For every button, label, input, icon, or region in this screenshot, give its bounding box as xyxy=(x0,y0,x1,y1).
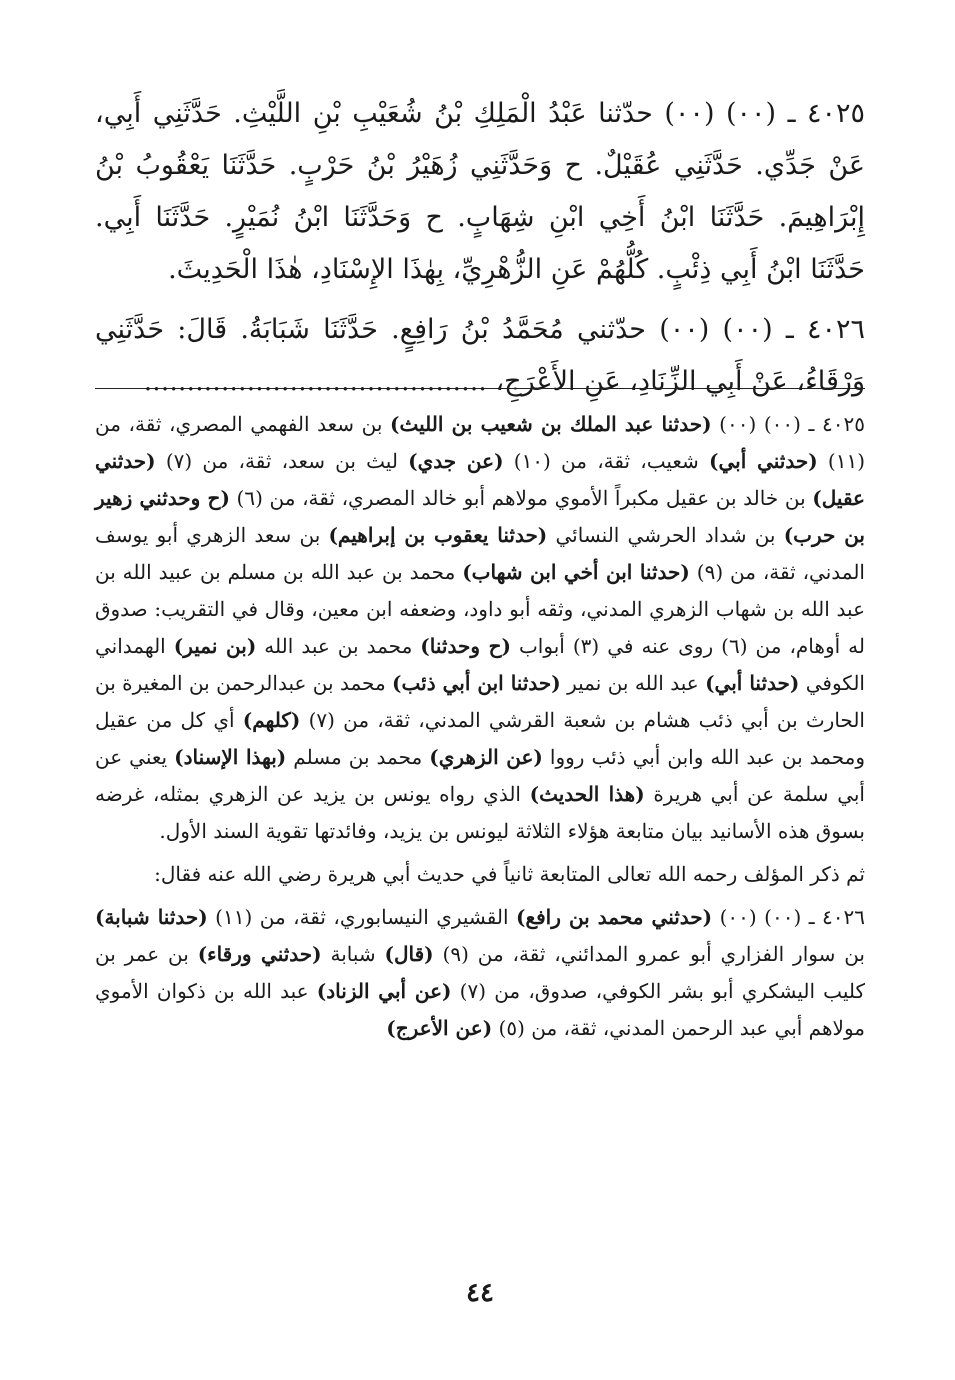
hadith-4025: ٤٠٢٥ ـ (٠٠) (٠٠) حدّثنا عَبْدُ الْمَلِكِ بْنُ شُعَيْبِ بْنِ اللَّيْثِ. حَدَّثَنِي أَبِي، عَنْ جَدِّي. حَدَّثَنِي عُقَيْلٌ. ح وَحَدَّثَنِي زُهَيْرُ بْنُ حَرْبٍ. حَدَّثَنَا يَعْقُوبُ بْنُ إِبْرَاهِيمَ. حَدَّثَنَا ابْنُ أَخِي ابْنِ شِهَابٍ. ح وَحَدَّثَنَا ابْنُ نُمَيْرٍ. حَدَّثَنَا أَبِي. حَدَّثَنَا ابْنُ أَبِي ذِئْبٍ. كُلُّهُمْ عَنِ الزُّهْرِيِّ، بِهٰذَا الإِسْنَادِ، هٰذَا الْحَدِيثَ. xyxy=(95,98,866,285)
page-number: ٤٤ xyxy=(466,1278,494,1308)
hadith-4026: ٤٠٢٦ ـ (٠٠) (٠٠) حدّثني مُحَمَّدُ بْنُ رَافِعٍ. حَدَّثَنَا شَبَابَةُ. قَالَ: حَدَّثَنِي وَرْقَاءُ، عَنْ أَبِي الزِّنَادِ، عَنِ الأَعْرَجِ، ........................................ xyxy=(95,314,866,397)
commentary-4026: ٤٠٢٦ ـ (٠٠) (٠٠) (حدثني محمد بن رافع) القشيري النيسابوري، ثقة، من (١١) (حدثنا شبابة) بن سوار الفزاري أبو عمرو المدائني، ثقة، من (٩) (قال) شبابة (حدثني ورقاء) بن عمر بن كليب اليشكري أبو بشر الكوفي، صدوق، من (٧) (عن أبي الزناد) عبد الله بن ذكوان الأموي مولاهم أبي عبد الرحمن المدني، ثقة، من (٥) (عن الأعرج) xyxy=(95,905,865,1040)
hadith-text-block xyxy=(95,88,865,408)
commentary-4025: ٤٠٢٥ ـ (٠٠) (٠٠) (حدثنا عبد الملك بن شعيب بن الليث) بن سعد الفهمي المصري، ثقة، من (١١) (حدثني أبي) شعيب، ثقة، من (١٠) (عن جدي) ليث بن سعد، ثقة، من (٧) (حدثني عقيل) بن خالد بن عقيل مكبراً الأموي مولاهم أبو خالد المصري، ثقة، من (٦) (ح وحدثني زهير بن حرب) بن شداد الحرشي النسائي (حدثنا يعقوب بن إبراهيم) بن سعد الزهري أبو يوسف المدني، ثقة، من (٩) (حدثنا ابن أخي ابن شهاب) محمد بن عبد الله بن مسلم بن عبيد الله بن عبد الله بن شهاب الزهري المدني، وثقه أبو داود، وضعفه ابن معين، وقال في التقريب: صدوق له أوهام، من (٦) روى عنه في (٣) أبواب (ح وحدثنا) محمد بن عبد الله (بن نمير) الهمداني الكوفي (حدثنا أبي) عبد الله بن نمير (حدثنا ابن أبي ذئب) محمد بن عبدالرحمن بن المغيرة بن الحارث بن أبي ذئب هشام بن شعبة القرشي المدني، ثقة، من (٧) (كلهم) أي كل من عقيل ومحمد بن عبد الله وابن أبي ذئب رووا (عن الزهري) محمد بن مسلم (بهذا الإسناد) يعني عن أبي سلمة عن أبي هريرة (هذا الحديث) الذي رواه يونس بن يزيد عن الزهري بمثله، غرضه بسوق هذه الأسانيد بيان متابعة هؤلاء الثلاثة ليونس بن يزيد، وفائدتها تقوية السند الأول. xyxy=(95,412,866,843)
footnote-divider xyxy=(95,388,865,389)
commentary-transition: ثم ذكر المؤلف رحمه الله تعالى المتابعة ثانياً في حديث أبي هريرة رضي الله عنه فقال: xyxy=(154,862,865,886)
commentary-block xyxy=(95,406,865,1053)
document-page xyxy=(95,88,865,1338)
